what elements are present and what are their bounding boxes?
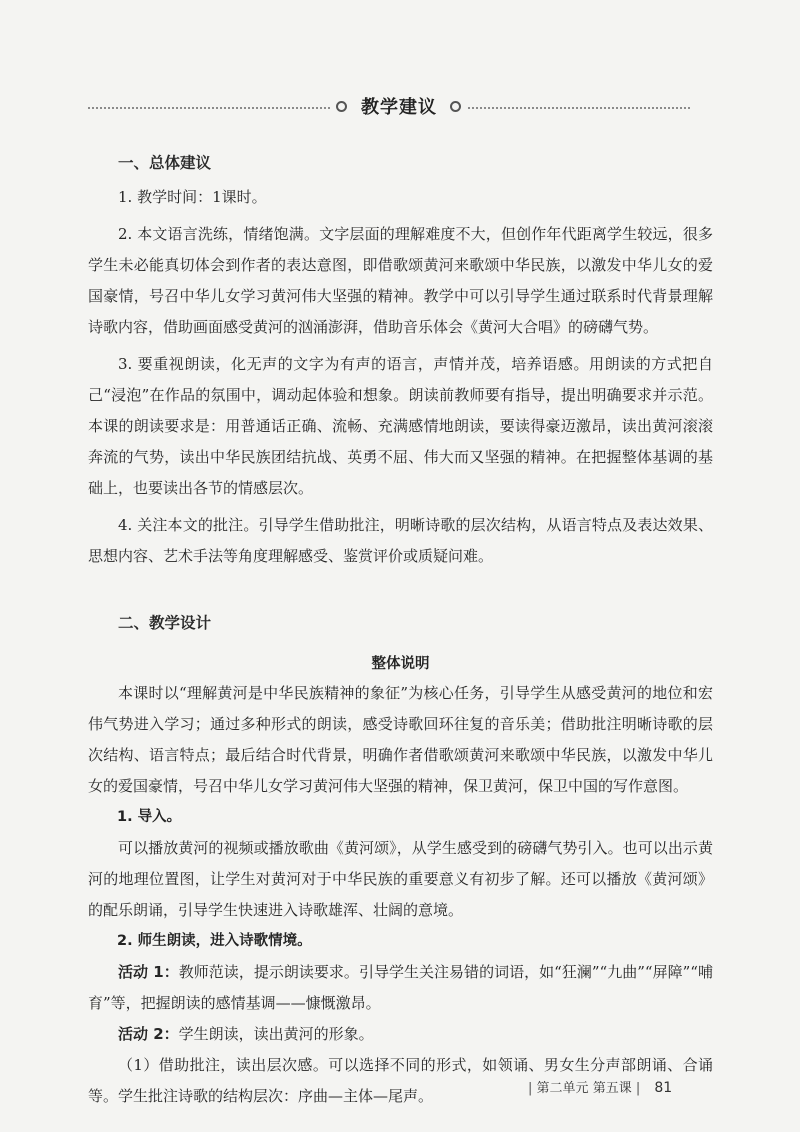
header-dotted-rule-left <box>88 107 330 109</box>
overview-text: 本课时以“理解黄河是中华民族精神的象征”为核心任务，引导学生从感受黄河的地位和宏伟气势进入学习；通过多种形式的朗读，感受诗歌回环往复的音乐美；借助批注明晰诗歌的层次结构、语言特点；最后结合时代背景，明确作者借歌颂黄河来歌颂中华民族，以激发中华儿女的爱国豪情，号召中华儿女学习黄河伟大坚强的精神，保卫黄河，保卫中国的写作意图。 <box>88 684 713 795</box>
circle-ornament-right-icon <box>450 101 461 112</box>
suggestion-item: 3. 要重视朗读，化无声的文字为有声的语言，声情并茂，培养语感。用朗读的方式把自己“浸泡”在作品的氛围中，调动起体验和想象。朗读前教师要有指导，提出明确要求并示范。本课的朗读要求是：用普通话正确、流畅、充满感情地朗读，要读得豪迈激昂，读出黄河滚滚奔流的气势，读出中华民族团结抗战、英勇不屈、伟大而又坚强的精神。在把握整体基调的基础上，也要读出各节的情感层次。 <box>88 355 713 497</box>
main-content <box>88 150 713 1112</box>
footer-separator: | <box>528 1081 533 1096</box>
circle-ornament-left-icon <box>336 101 347 112</box>
section2-heading: 二、教学设计 <box>118 614 212 632</box>
section-header <box>88 93 710 123</box>
footer-separator: | <box>635 1081 641 1096</box>
step1-title: 1. 导入。 <box>117 809 182 825</box>
footer-unit: 第二单元 <box>536 1081 589 1096</box>
page-footer <box>528 1077 718 1097</box>
page-number: 81 <box>654 1080 673 1096</box>
suggestion-item: 1. 教学时间：1课时。 <box>118 188 267 206</box>
activity1-paragraph <box>88 957 713 1019</box>
step2-title: 2. 师生朗读，进入诗歌情境。 <box>117 933 312 949</box>
activity2-paragraph <box>88 1019 713 1050</box>
overview-title: 整体说明 <box>371 656 430 672</box>
header-title: 教学建议 <box>361 97 437 118</box>
header-dotted-rule-right <box>468 107 690 109</box>
activity1-label: 活动 1： <box>118 963 179 981</box>
activity1-text: 教师范读，提示朗读要求。引导学生关注易错的词语，如“狂澜”“九曲”“屏障”“哺育”等，把握朗读的感情基调——慷慨激昂。 <box>88 963 713 1012</box>
step1-text: 可以播放黄河的视频或播放歌曲《黄河颂》，从学生感受到的磅礴气势引入。也可以出示黄河的地理位置图，让学生对黄河对于中华民族的重要意义有初步了解。还可以播放《黄河颂》的配乐朗诵，引导学生快速进入诗歌雄浑、壮阔的意境。 <box>88 839 713 919</box>
footer-lesson: 第五课 <box>592 1081 632 1096</box>
suggestion-item: 2. 本文语言洗练，情绪饱满。文字层面的理解难度不大，但创作年代距离学生较远，很多学生未必能真切体会到作者的表达意图，即借歌颂黄河来歌颂中华民族，以激发中华儿女的爱国豪情，号召中华儿女学习黄河伟大坚强的精神。教学中可以引导学生通过联系时代背景理解诗歌内容，借助画面感受黄河的汹涌澎湃，借助音乐体会《黄河大合唱》的磅礴气势。 <box>88 225 713 336</box>
activity2-text: 学生朗读，读出黄河的形象。 <box>178 1025 374 1043</box>
suggestion-item: 4. 关注本文的批注。引导学生借助批注，明晰诗歌的层次结构，从语言特点及表达效果、思想内容、艺术手法等角度理解感受、鉴赏评价或质疑问难。 <box>88 516 713 565</box>
section1-heading: 一、总体建议 <box>118 154 212 172</box>
sub1-text: （1）借助批注，读出层次感。可以选择不同的形式，如领诵、男女生分声部朗诵、合诵等。学生批注诗歌的结构层次：序曲—主体—尾声。 <box>88 1056 713 1105</box>
activity2-label: 活动 2： <box>118 1025 179 1043</box>
